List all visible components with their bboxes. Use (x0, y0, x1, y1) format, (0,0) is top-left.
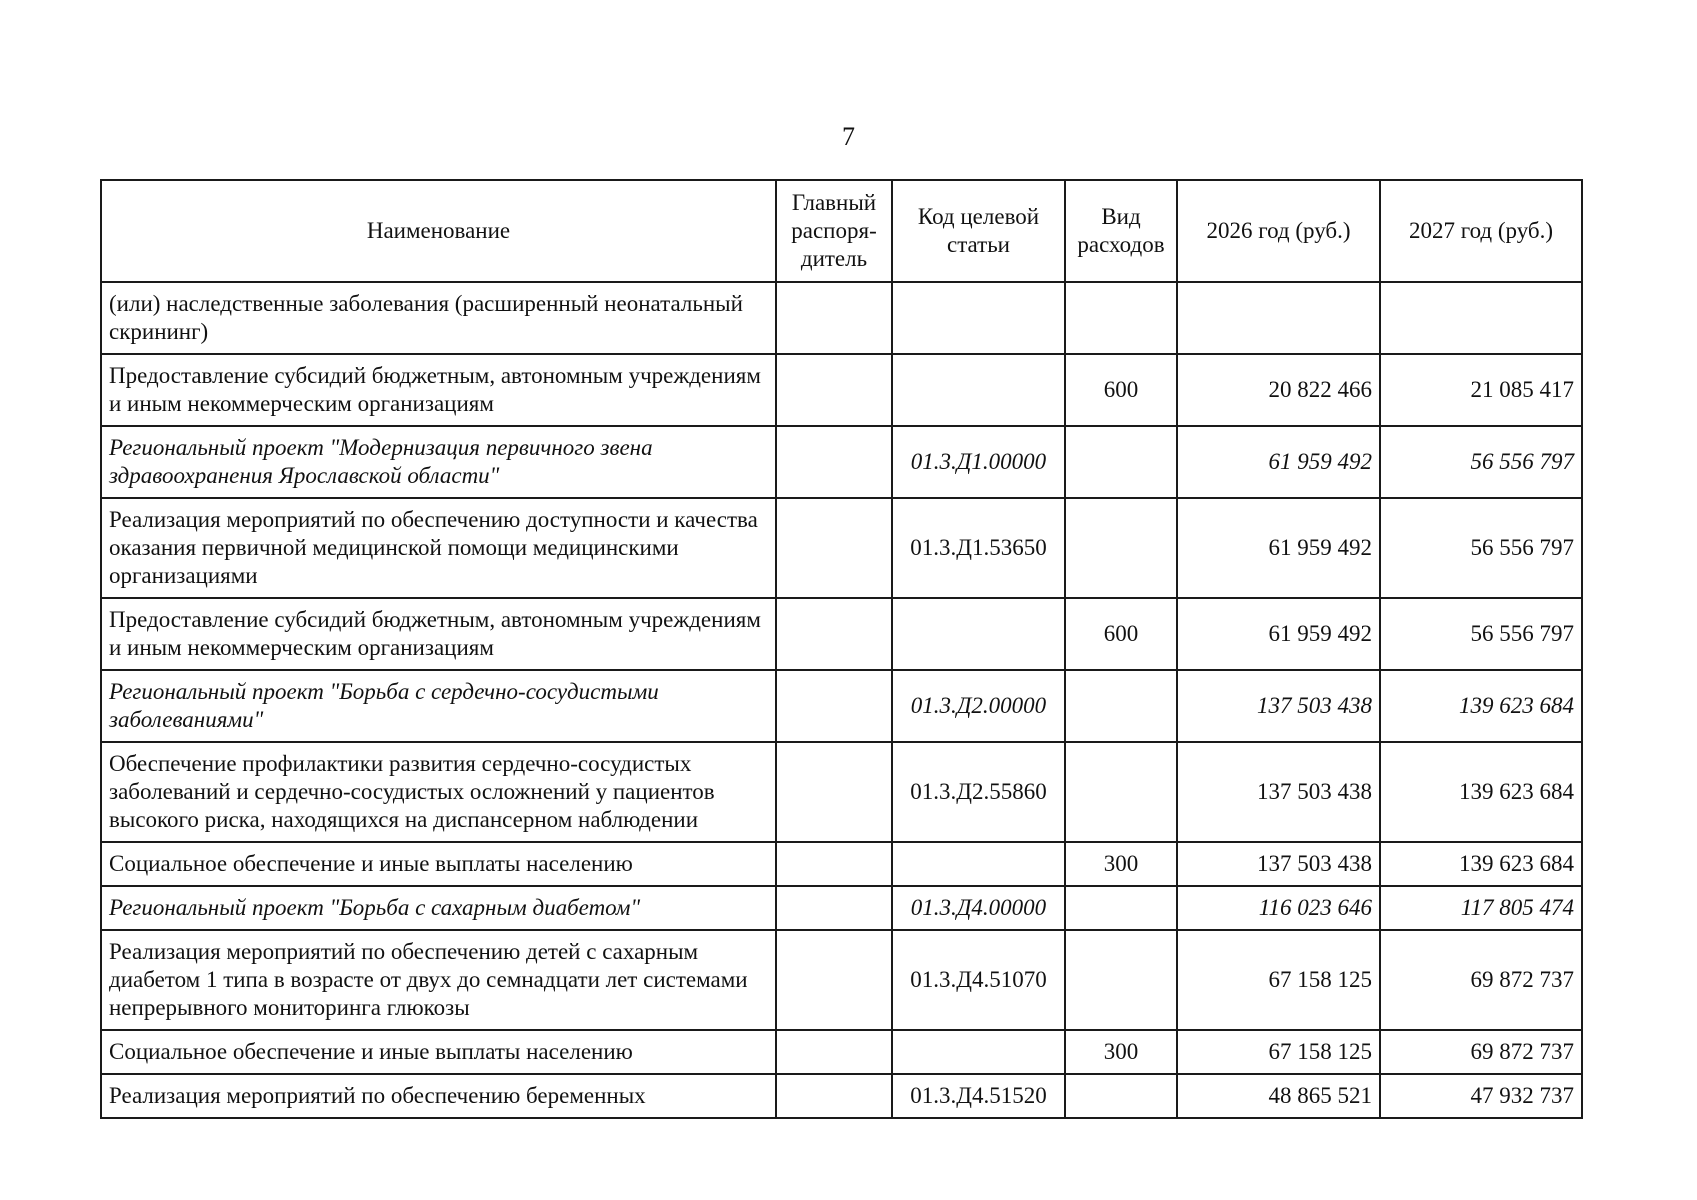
cell-main-manager (776, 886, 892, 930)
header-year-2027: 2027 год (руб.) (1380, 180, 1582, 282)
cell-name: Реализация мероприятий по обеспечению доступности и качества оказания первичной медицинской помощи медицинскими организациями (101, 498, 776, 598)
cell-year-2027: 139 623 684 (1380, 842, 1582, 886)
cell-year-2027: 56 556 797 (1380, 498, 1582, 598)
table-row (101, 742, 1582, 842)
table-row (101, 930, 1582, 1030)
header-expense-kind: Вид расходов (1065, 180, 1177, 282)
cell-year-2027: 139 623 684 (1380, 670, 1582, 742)
cell-main-manager (776, 1030, 892, 1074)
cell-expense-kind (1065, 282, 1177, 354)
cell-name: Региональный проект "Борьба с сахарным диабетом" (101, 886, 776, 930)
cell-target-code (892, 282, 1065, 354)
cell-name: Социальное обеспечение и иные выплаты населению (101, 842, 776, 886)
cell-year-2026: 116 023 646 (1177, 886, 1380, 930)
cell-year-2026: 137 503 438 (1177, 742, 1380, 842)
table-row (101, 282, 1582, 354)
cell-year-2026: 137 503 438 (1177, 670, 1380, 742)
cell-year-2026: 48 865 521 (1177, 1074, 1380, 1118)
cell-main-manager (776, 742, 892, 842)
cell-name: Социальное обеспечение и иные выплаты населению (101, 1030, 776, 1074)
cell-expense-kind (1065, 426, 1177, 498)
cell-main-manager (776, 498, 892, 598)
cell-expense-kind: 300 (1065, 1030, 1177, 1074)
cell-year-2026: 61 959 492 (1177, 498, 1380, 598)
cell-year-2027: 69 872 737 (1380, 930, 1582, 1030)
table-row (101, 886, 1582, 930)
table-row (101, 670, 1582, 742)
cell-name: Реализация мероприятий по обеспечению беременных (101, 1074, 776, 1118)
cell-target-code (892, 354, 1065, 426)
cell-expense-kind (1065, 930, 1177, 1030)
table-row (101, 498, 1582, 598)
cell-year-2027: 69 872 737 (1380, 1030, 1582, 1074)
cell-year-2026: 61 959 492 (1177, 426, 1380, 498)
cell-name: Предоставление субсидий бюджетным, автономным учреждениям и иным некоммерческим организациям (101, 598, 776, 670)
cell-main-manager (776, 354, 892, 426)
cell-year-2026: 61 959 492 (1177, 598, 1380, 670)
table-row (101, 426, 1582, 498)
page-number: 7 (842, 122, 855, 151)
cell-target-code (892, 598, 1065, 670)
cell-target-code: 01.3.Д4.00000 (892, 886, 1065, 930)
cell-year-2027: 56 556 797 (1380, 598, 1582, 670)
cell-target-code: 01.3.Д4.51520 (892, 1074, 1065, 1118)
cell-year-2026 (1177, 282, 1380, 354)
cell-name: Региональный проект "Борьба с сердечно-сосудистыми заболеваниями" (101, 670, 776, 742)
cell-main-manager (776, 1074, 892, 1118)
cell-target-code (892, 842, 1065, 886)
cell-expense-kind (1065, 1074, 1177, 1118)
cell-main-manager (776, 426, 892, 498)
cell-year-2026: 137 503 438 (1177, 842, 1380, 886)
cell-target-code: 01.3.Д2.00000 (892, 670, 1065, 742)
header-name: Наименование (101, 180, 776, 282)
table-header-row (101, 180, 1582, 282)
cell-expense-kind (1065, 498, 1177, 598)
table-row (101, 842, 1582, 886)
cell-name: Обеспечение профилактики развития сердечно-сосудистых заболеваний и сердечно-сосудистых осложнений у пациентов высокого риска, находящихся на диспансерном наблюдении (101, 742, 776, 842)
cell-year-2027: 47 932 737 (1380, 1074, 1582, 1118)
table-row (101, 598, 1582, 670)
cell-expense-kind: 300 (1065, 842, 1177, 886)
cell-year-2027: 21 085 417 (1380, 354, 1582, 426)
cell-expense-kind (1065, 886, 1177, 930)
cell-target-code: 01.3.Д4.51070 (892, 930, 1065, 1030)
cell-year-2026: 67 158 125 (1177, 1030, 1380, 1074)
cell-main-manager (776, 670, 892, 742)
cell-main-manager (776, 842, 892, 886)
cell-expense-kind (1065, 670, 1177, 742)
cell-expense-kind (1065, 742, 1177, 842)
header-year-2026: 2026 год (руб.) (1177, 180, 1380, 282)
cell-name: Региональный проект "Модернизация первичного звена здравоохранения Ярославской области" (101, 426, 776, 498)
cell-main-manager (776, 598, 892, 670)
budget-table (100, 179, 1583, 1119)
cell-name: Реализация мероприятий по обеспечению детей с сахарным диабетом 1 типа в возрасте от двух до семнадцати лет системами непрерывного мониторинга глюкозы (101, 930, 776, 1030)
cell-year-2027: 56 556 797 (1380, 426, 1582, 498)
cell-target-code: 01.3.Д1.00000 (892, 426, 1065, 498)
cell-expense-kind: 600 (1065, 354, 1177, 426)
cell-main-manager (776, 282, 892, 354)
table-row (101, 1074, 1582, 1118)
cell-target-code: 01.3.Д1.53650 (892, 498, 1065, 598)
cell-expense-kind: 600 (1065, 598, 1177, 670)
cell-target-code: 01.3.Д2.55860 (892, 742, 1065, 842)
table-row (101, 354, 1582, 426)
header-main-manager: Главный распоря-дитель (776, 180, 892, 282)
cell-year-2026: 67 158 125 (1177, 930, 1380, 1030)
cell-year-2027 (1380, 282, 1582, 354)
cell-year-2027: 139 623 684 (1380, 742, 1582, 842)
cell-name: Предоставление субсидий бюджетным, автономным учреждениям и иным некоммерческим организациям (101, 354, 776, 426)
cell-main-manager (776, 930, 892, 1030)
table-row (101, 1030, 1582, 1074)
cell-year-2026: 20 822 466 (1177, 354, 1380, 426)
cell-name: (или) наследственные заболевания (расширенный неонатальный скрининг) (101, 282, 776, 354)
cell-target-code (892, 1030, 1065, 1074)
header-target-code: Код целевой статьи (892, 180, 1065, 282)
cell-year-2027: 117 805 474 (1380, 886, 1582, 930)
